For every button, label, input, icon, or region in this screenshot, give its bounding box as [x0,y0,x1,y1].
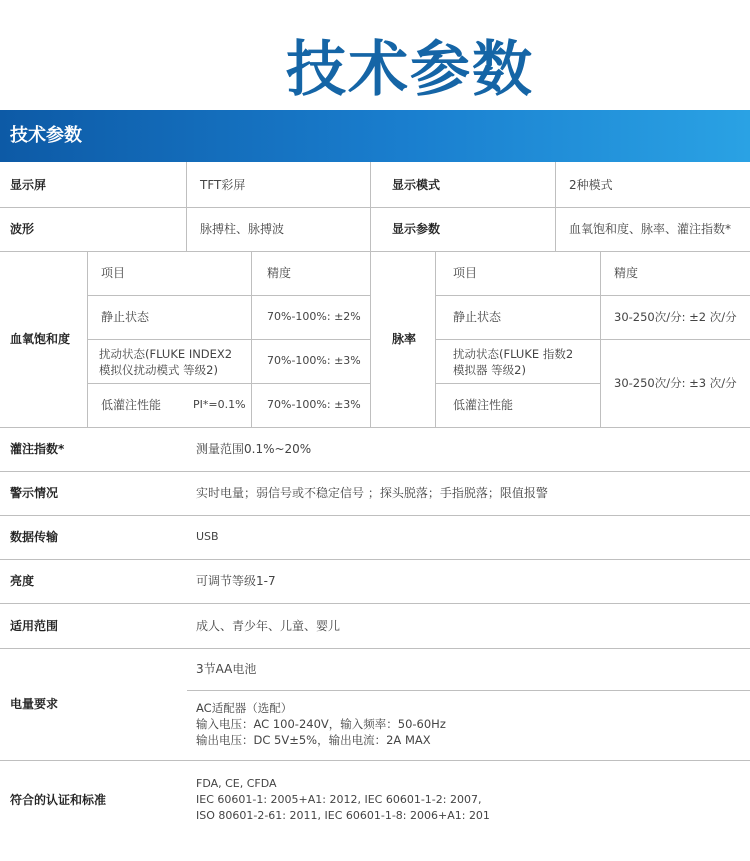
perfusion-index-value: 测量范围0.1%~20% [196,442,312,456]
divider [0,648,750,649]
display-params-value: 血氧饱和度、脉率、灌注指数* [569,222,732,236]
spo2-col-item: 项目 [101,266,126,280]
spo2-motion-accuracy: 70%-100%: ±3% [267,354,361,367]
pulse-label: 脉率 [392,332,417,346]
spo2-motion-item: 扰动状态(FLUKE INDEX2 模拟仪扰动模式 等级2) [99,347,233,377]
data-transfer-label: 数据传输 [10,530,59,544]
divider [0,760,750,761]
power-adapter: AC适配器（选配） 输入电压：AC 100-240V，输入频率：50-60Hz 输出电压：DC 5V±5%，输出电流：2A MAX [196,701,446,747]
pulse-col-accuracy: 精度 [614,266,639,280]
perfusion-index-label: 灌注指数* [10,442,65,456]
display-screen-label: 显示屏 [10,177,47,192]
alarm-label: 警示情况 [10,486,59,500]
divider [187,690,750,691]
divider [0,559,750,560]
pulse-merged-accuracy: 30-250次/分: ±3 次/分 [614,376,737,390]
brightness-value: 可调节等级1-7 [196,574,276,588]
pulse-col-item: 项目 [453,266,478,280]
divider [600,251,601,427]
display-mode-value: 2种模式 [569,177,613,192]
spo2-static-item: 静止状态 [101,310,150,324]
pulse-motion-item: 扰动状态(FLUKE 指数2 模拟器 等级2) [453,347,574,377]
divider [435,251,436,427]
divider [186,162,187,251]
data-transfer-value: USB [196,530,219,543]
divider [87,251,88,427]
brightness-label: 亮度 [10,574,35,588]
power-battery: 3节AA电池 [196,662,257,676]
display-screen-value: TFT彩屏 [200,177,246,192]
section-banner: 技术参数 [0,110,750,162]
pulse-lowperf-item: 低灌注性能 [453,398,514,412]
spo2-label: 血氧饱和度 [10,332,71,346]
spo2-lowperf-pi: PI*=0.1% [193,398,246,411]
certification-value: FDA, CE, CFDA IEC 60601-1: 2005+A1: 2012, IEC 60601-1-2: 2007, ISO 80601-2-61: 2011, IEC 60601-1-8: 2006+A1: 201 [196,777,490,822]
divider [251,251,252,427]
waveform-label: 波形 [10,222,35,236]
pulse-static-accuracy: 30-250次/分: ±2 次/分 [614,310,737,324]
alarm-value: 实时电量；弱信号或不稳定信号 ；探头脱落；手指脱落；限值报警 [196,486,548,500]
page-title: 技术参数 [286,35,534,105]
spo2-lowperf-accuracy: 70%-100%: ±3% [267,398,361,411]
pulse-static-item: 静止状态 [453,310,502,324]
scope-label: 适用范围 [10,618,59,633]
power-label: 电量要求 [10,697,59,711]
scope-value: 成人、青少年、儿童、婴儿 [196,618,341,633]
display-params-label: 显示参数 [392,222,441,236]
divider [0,427,750,428]
divider [370,162,371,427]
spo2-col-accuracy: 精度 [267,266,292,280]
divider [555,162,556,251]
divider [0,603,750,604]
spo2-static-accuracy: 70%-100%: ±2% [267,310,361,323]
spo2-lowperf-item: 低灌注性能 [101,398,162,412]
certification-label: 符合的认证和标准 [10,793,107,807]
display-mode-label: 显示模式 [392,177,441,192]
waveform-value: 脉搏柱、脉搏波 [200,222,285,236]
divider [0,515,750,516]
